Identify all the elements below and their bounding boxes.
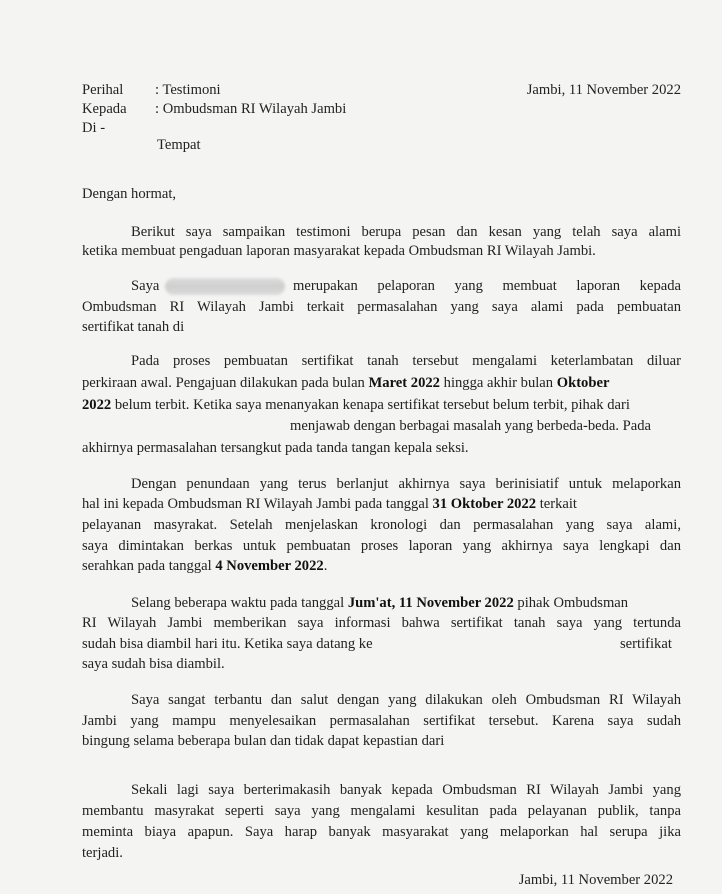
- p1-line-1: Berikut saya sampaikan testimoni berupa pesan dan kesan yang telah saya alami: [131, 224, 681, 240]
- kepada-label: Kepada: [82, 101, 127, 117]
- p3-line-2a: perkiraan awal. Pengajuan dilakukan pada bulan: [82, 375, 365, 391]
- p3-line-2c: hingga akhir bulan: [443, 375, 554, 391]
- p5-line-2: RI Wilayah Jambi memberikan saya informasi bahwa sertifikat tanah saya yang tertunda: [82, 615, 681, 631]
- p2-line-2: Ombudsman RI Wilayah Jambi terkait permasalahan yang saya alami pada pembuatan: [82, 299, 681, 315]
- p4-date-31-oktober: 31 Oktober 2022: [432, 496, 537, 512]
- p2-line-1b: merupakan pelaporan yang membuat laporan kepada: [293, 278, 681, 294]
- salutation: Dengan hormat,: [82, 186, 177, 202]
- place-date: Jambi, 11 November 2022: [526, 82, 681, 98]
- p5-line-4: saya sudah bisa diambil.: [82, 656, 225, 672]
- p5-line-3b: sertifikat: [620, 636, 672, 652]
- p6-line-3: bingung selama beberapa bulan dan tidak dapat kepastian dari: [82, 733, 445, 749]
- p2-line-3: sertifikat tanah di: [82, 319, 185, 335]
- di-label: Di -: [82, 120, 106, 136]
- p4-line-2a: hal ini kepada Ombudsman RI Wilayah Jambi pada tanggal: [82, 496, 429, 512]
- p4-line-5a: serahkan pada tanggal: [82, 558, 212, 574]
- redacted-name: [165, 278, 285, 295]
- p3-line-3b: belum terbit. Ketika saya menanyakan kenapa sertifikat tersebut belum terbit, pihak dari: [114, 397, 630, 413]
- p7-line-4: terjadi.: [82, 845, 123, 861]
- p7-line-1: Sekali lagi saya berterimakasih banyak kepada Ombudsman RI Wilayah Jambi yang: [131, 782, 681, 798]
- p6-line-2: Jambi yang mampu menyelesaikan permasalahan sertifikat tersebut. Karena saya sudah: [82, 713, 681, 729]
- p3-line-5: akhirnya permasalahan tersangkut pada tanda tangan kepala seksi.: [82, 440, 469, 456]
- p7-line-3: meminta biaya apapun. Saya harap banyak masyarakat yang melaporkan hal serupa jika: [82, 824, 681, 840]
- p3-line-3: [82, 395, 630, 415]
- p5-line-3a: sudah bisa diambil hari itu. Ketika saya datang ke: [82, 636, 373, 652]
- p5-line-1: [131, 593, 628, 613]
- p2-line-1a: Saya: [131, 278, 160, 294]
- p4-line-5: [82, 556, 327, 576]
- perihal-label: Perihal: [82, 82, 124, 98]
- p4-line-5c: .: [323, 558, 328, 574]
- p5-date-jumat: Jum'at, 11 November 2022: [347, 595, 514, 611]
- p3-line-2: [82, 373, 609, 393]
- p3-date-oktober: Oktober: [556, 375, 610, 391]
- p6-line-1: Saya sangat terbantu dan salut dengan yang dilakukan oleh Ombudsman RI Wilayah: [131, 692, 681, 708]
- p5-line-1a: Selang beberapa waktu pada tanggal: [131, 595, 345, 611]
- p4-line-1: Dengan penundaan yang terus berlanjut akhirnya saya berinisiatif untuk melaporkan: [131, 476, 681, 492]
- p7-line-2: membantu masyrakat seperti saya yang mengalami kesulitan pada pelayanan publik, tanpa: [82, 803, 681, 819]
- p3-date-maret: Maret 2022: [368, 375, 440, 391]
- tempat-label: Tempat: [157, 137, 201, 153]
- p3-line-1: Pada proses pembuatan sertifikat tanah tersebut mengalami keterlambatan diluar: [131, 353, 681, 369]
- perihal-value: : Testimoni: [155, 82, 221, 98]
- p4-line-4: saya dimintakan berkas untuk pembuatan proses laporan yang akhirnya saya lengkapi dan: [82, 538, 681, 554]
- footer-place-date: Jambi, 11 November 2022: [518, 872, 673, 888]
- p4-line-2c: terkait: [539, 496, 577, 512]
- p4-line-3: pelayanan masyrakat. Setelah menjelaskan kronologi dan permasalahan yang saya alami,: [82, 517, 681, 533]
- p3-year: 2022: [82, 397, 112, 413]
- p4-line-2: [82, 494, 577, 514]
- p5-line-1c: pihak Ombudsman: [517, 595, 629, 611]
- p3-line-4: menjawab dengan berbagai masalah yang berbeda-beda. Pada: [290, 418, 652, 434]
- p4-date-4-november: 4 November 2022: [215, 558, 324, 574]
- p1-line-2: ketika membuat pengaduan laporan masyarakat kepada Ombudsman RI Wilayah Jambi.: [82, 243, 596, 259]
- kepada-value: : Ombudsman RI Wilayah Jambi: [155, 101, 347, 117]
